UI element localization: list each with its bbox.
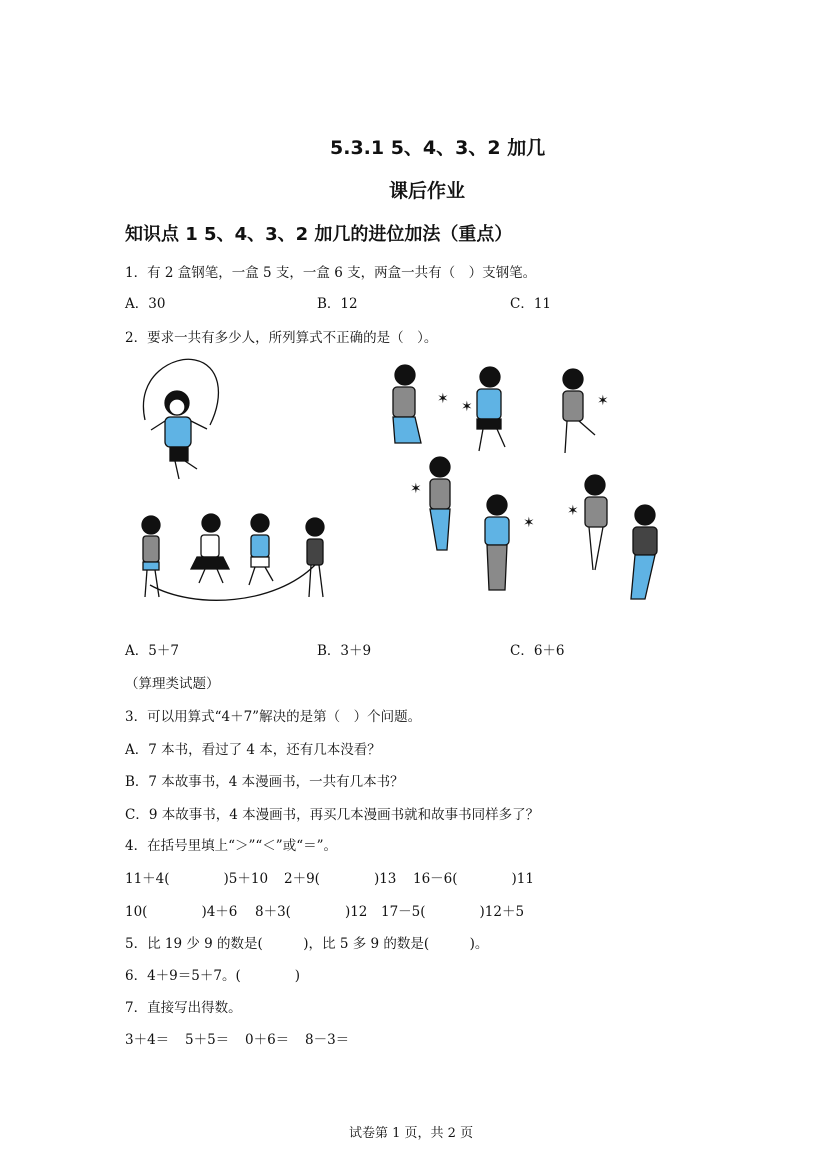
question-3-option-c: C．9 本故事书，4 本漫画书，再买几本漫画书就和故事书同样多了？ bbox=[125, 807, 540, 823]
question-7-stem: 7．直接写出得数。 bbox=[125, 1000, 242, 1016]
question-4-item-1: 11＋4( )5＋10 bbox=[125, 871, 269, 887]
question-7-item-3: 0＋6＝ bbox=[245, 1032, 290, 1048]
svg-text:✶: ✶ bbox=[437, 391, 449, 407]
question-7-item-4: 8－3＝ bbox=[305, 1032, 350, 1048]
children-with-pinwheels-figure bbox=[393, 365, 657, 599]
svg-text:✶: ✶ bbox=[567, 503, 579, 519]
question-3-stem: 3．可以用算式“4＋7”解决的是第（ ）个问题。 bbox=[125, 709, 422, 725]
category-note: （算理类试题） bbox=[125, 676, 220, 692]
page-footer: 试卷第 1 页，共 2 页 bbox=[349, 1126, 474, 1141]
page-title: 5.3.1 5、4、3、2 加几 bbox=[330, 137, 546, 159]
question-2-option-a: A．5＋7 bbox=[125, 643, 179, 659]
question-4-stem: 4．在括号里填上“＞”“＜”或“＝”。 bbox=[125, 838, 337, 854]
svg-text:✶: ✶ bbox=[597, 393, 609, 409]
question-1-option-b: B．12 bbox=[317, 296, 358, 312]
girl-jumping-rope-figure bbox=[143, 359, 218, 479]
question-3-option-b: B．7 本故事书，4 本漫画书，一共有几本书？ bbox=[125, 774, 404, 790]
question-4-item-5: 8＋3( )12 bbox=[255, 904, 368, 920]
question-6-stem: 6．4＋9＝5＋7。( ) bbox=[125, 968, 300, 984]
question-2-stem: 2．要求一共有多少人，所列算式不正确的是（ ）。 bbox=[125, 330, 438, 346]
question-2-option-b: B．3＋9 bbox=[317, 643, 372, 659]
question-2-option-c: C．6＋6 bbox=[510, 643, 565, 659]
children-playing-illustration bbox=[125, 355, 685, 615]
question-7-item-2: 5＋5＝ bbox=[185, 1032, 230, 1048]
question-4-item-2: 2＋9( )13 bbox=[284, 871, 397, 887]
page-subtitle: 课后作业 bbox=[389, 180, 466, 202]
question-1-stem: 1．有 2 盒钢笔，一盒 5 支，一盒 6 支，两盒一共有（ ）支钢笔。 bbox=[125, 265, 537, 281]
svg-text:✶: ✶ bbox=[461, 399, 473, 415]
children-group-rope-figure bbox=[142, 514, 324, 600]
svg-text:✶: ✶ bbox=[410, 481, 422, 497]
question-4-item-3: 16－6( )11 bbox=[413, 871, 534, 887]
question-3-option-a: A．7 本书，看过了 4 本，还有几本没看？ bbox=[125, 742, 381, 758]
section-heading: 知识点 1 5、4、3、2 加几的进位加法（重点） bbox=[125, 224, 513, 245]
question-4-item-6: 17－5( )12＋5 bbox=[381, 904, 525, 920]
question-5-stem: 5．比 19 少 9 的数是( )，比 5 多 9 的数是( )。 bbox=[125, 936, 489, 952]
svg-text:✶: ✶ bbox=[523, 515, 535, 531]
question-1-option-a: A．30 bbox=[125, 296, 166, 312]
question-7-item-1: 3＋4＝ bbox=[125, 1032, 170, 1048]
question-1-option-c: C．11 bbox=[510, 296, 552, 312]
question-4-item-4: 10( )4＋6 bbox=[125, 904, 238, 920]
